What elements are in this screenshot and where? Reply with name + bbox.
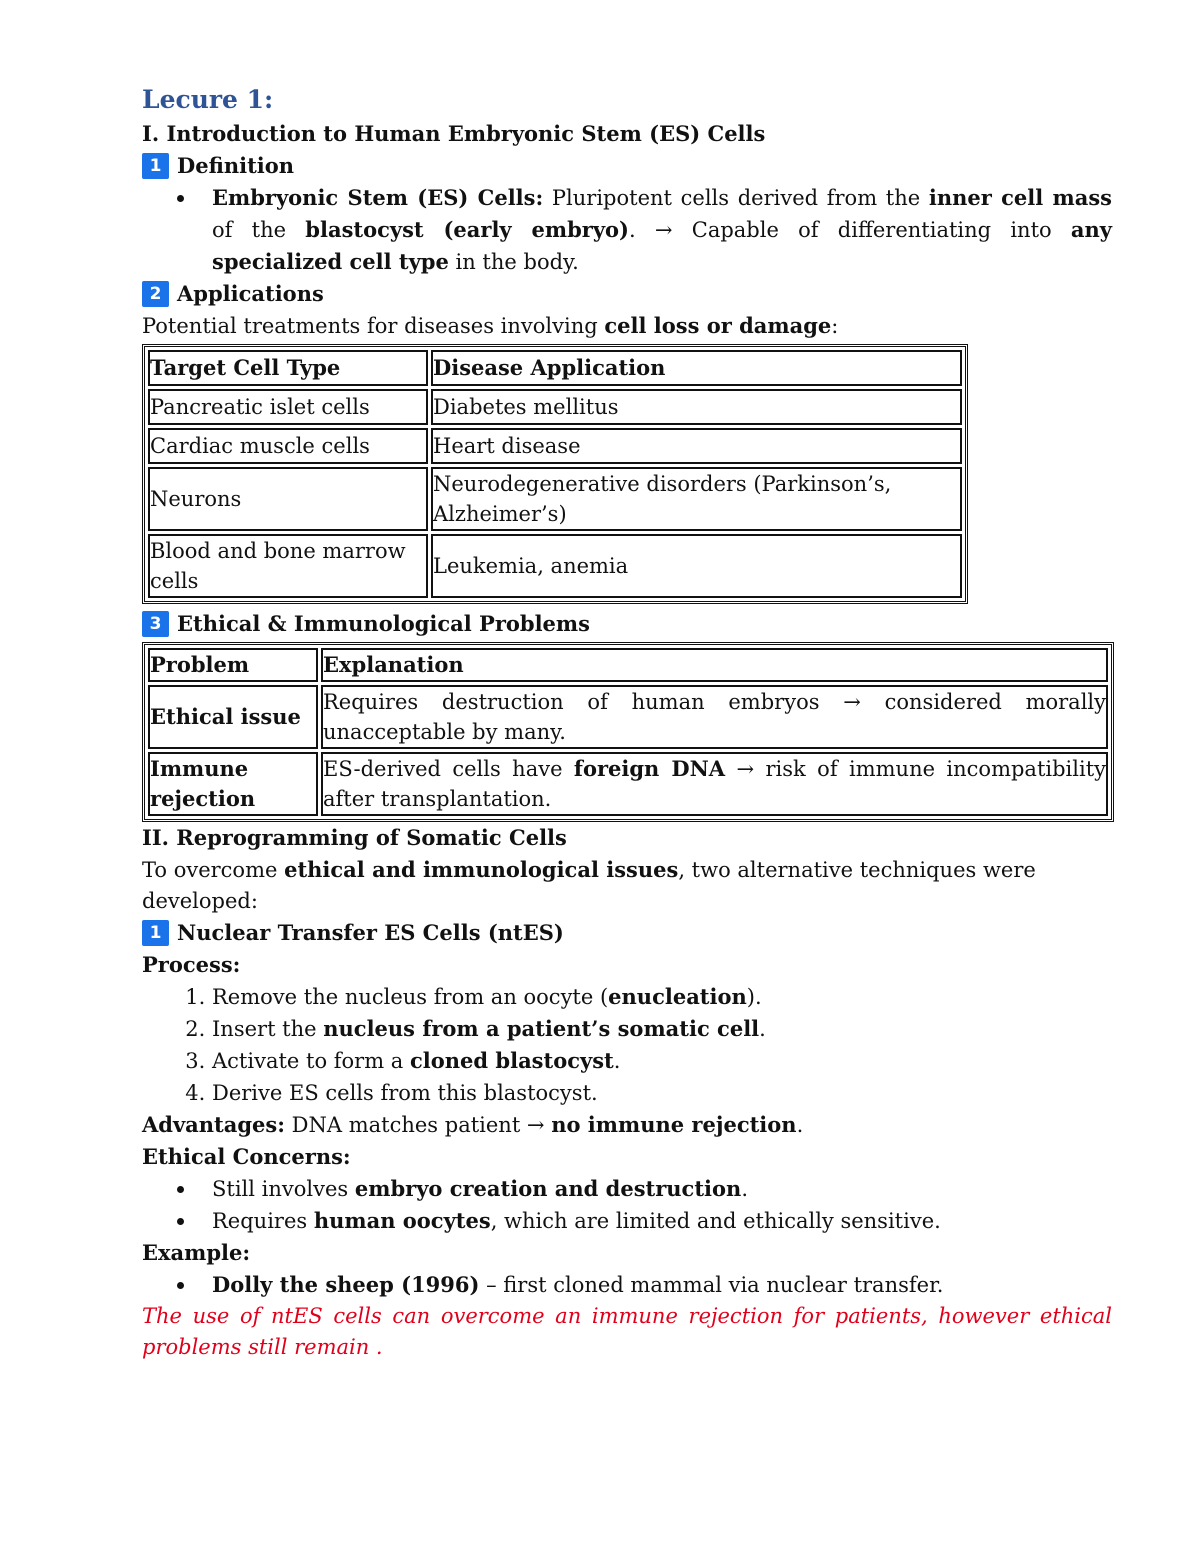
table-header-cell xyxy=(148,648,318,682)
table-header-row xyxy=(148,350,962,386)
table-cell: Pancreatic islet cells xyxy=(148,389,428,425)
number-1-badge-icon: 1 xyxy=(142,920,169,946)
table-cell: Leukemia, anemia xyxy=(431,534,962,598)
step-text: . xyxy=(613,1049,621,1073)
table-row xyxy=(148,389,962,425)
table-row xyxy=(148,428,962,464)
definition-text: of the xyxy=(212,218,306,242)
conclusion-note: The use of ntES cells can overcome an immune rejection for patients, however ethical problems still remain . xyxy=(142,1304,1112,1359)
specialized-cell-bold: any specialized cell type xyxy=(212,217,1112,274)
blastocyst-bold: blastocyst (early embryo) xyxy=(305,217,629,242)
list-item xyxy=(212,981,1112,1013)
example-bold: Dolly the sheep (1996) xyxy=(212,1272,480,1297)
example-label-text: Example: xyxy=(142,1240,251,1265)
ntes-heading-text: Nuclear Transfer ES Cells (ntES) xyxy=(177,920,564,945)
section2-intro-bold: ethical and immunological issues xyxy=(284,857,679,882)
step-text: Insert the xyxy=(212,1017,324,1041)
process-steps-list xyxy=(142,981,1112,1109)
applications-table xyxy=(142,344,968,604)
list-item xyxy=(212,1045,1112,1077)
advantages-line xyxy=(142,1109,1112,1141)
problem-immune-rejection: Immune rejection xyxy=(150,756,256,811)
section2-intro-text: To overcome xyxy=(142,858,285,882)
step-text: Remove the nucleus from an oocyte ( xyxy=(212,985,609,1009)
number-1-badge-icon: 1 xyxy=(142,153,169,179)
process-label-text: Process: xyxy=(142,952,241,977)
number-3-badge-icon: 3 xyxy=(142,611,169,637)
table-cell: Heart disease xyxy=(431,428,962,464)
es-cells-term: Embryonic Stem (ES) Cells: xyxy=(212,185,544,210)
table-header-cell xyxy=(431,350,962,386)
step-text: Activate to form a xyxy=(212,1049,411,1073)
step-bold: cloned blastocyst xyxy=(410,1048,614,1073)
table-row xyxy=(148,534,962,598)
problems-heading xyxy=(142,608,1112,640)
concerns-label-text: Ethical Concerns: xyxy=(142,1144,351,1169)
definition-text: in the body. xyxy=(448,250,579,274)
advantages-label: Advantages: xyxy=(142,1112,285,1137)
header-problem: Problem xyxy=(150,652,250,677)
concern-text: Still involves xyxy=(212,1177,355,1201)
table-cell: Neurodegenerative disorders (Parkinson’s, Alzheimer’s) xyxy=(431,467,962,531)
list-item xyxy=(212,1173,1112,1205)
definition-text: Pluripotent cells derived from the xyxy=(543,186,929,210)
concern-bold: embryo creation and destruction xyxy=(354,1176,742,1201)
header-target-cell-type: Target Cell Type xyxy=(150,355,341,380)
foreign-dna-bold: foreign DNA xyxy=(573,756,726,781)
table-cell: Cardiac muscle cells xyxy=(148,428,428,464)
table-header-row xyxy=(148,648,1108,682)
concern-text: Requires xyxy=(212,1209,314,1233)
step-text: ). xyxy=(746,985,762,1009)
advantages-bold: no immune rejection xyxy=(551,1112,797,1137)
table-cell: Blood and bone marrow cells xyxy=(148,534,428,598)
document-page xyxy=(142,84,1112,1363)
applications-intro xyxy=(142,310,1112,342)
section1-heading: I. Introduction to Human Embryonic Stem (ES) Cells xyxy=(142,121,766,146)
concerns-label xyxy=(142,1141,1112,1173)
inner-cell-mass-bold: inner cell mass xyxy=(928,185,1112,210)
step-text: Derive ES cells from this blastocyst. xyxy=(212,1081,598,1105)
applications-intro-text: Potential treatments for diseases involving xyxy=(142,314,605,338)
list-item xyxy=(212,1077,1112,1109)
definition-list xyxy=(142,182,1112,278)
table-cell xyxy=(148,752,318,816)
table-cell: Requires destruction of human embryos → considered morally unacceptable by many. xyxy=(321,685,1108,749)
table-row xyxy=(148,685,1108,749)
lecture-title: Lecure 1: xyxy=(142,85,274,114)
table-cell: Neurons xyxy=(148,467,428,531)
header-disease-application: Disease Application xyxy=(433,355,666,380)
applications-intro-bold: cell loss or damage xyxy=(604,313,832,338)
section2-intro xyxy=(142,854,1112,917)
definition-item xyxy=(212,182,1112,278)
applications-heading-text: Applications xyxy=(177,281,324,306)
table-row xyxy=(148,467,962,531)
step-bold: enucleation xyxy=(608,984,747,1009)
problems-heading-text: Ethical & Immunological Problems xyxy=(177,611,590,636)
table-row xyxy=(148,752,1108,816)
example-label xyxy=(142,1237,1112,1269)
concern-bold: human oocytes xyxy=(313,1208,491,1233)
explanation-text: ES-derived cells have xyxy=(323,757,574,781)
table-cell xyxy=(321,752,1108,816)
table-cell xyxy=(148,685,318,749)
list-item xyxy=(212,1205,1112,1237)
definition-heading xyxy=(142,150,1112,182)
table-cell: Diabetes mellitus xyxy=(431,389,962,425)
explanation-text: → risk of immune incompatibility after transplantation. xyxy=(323,757,1107,811)
concerns-list xyxy=(142,1173,1112,1237)
process-label xyxy=(142,949,1112,981)
advantages-end: . xyxy=(796,1113,804,1137)
table-header-cell xyxy=(148,350,428,386)
problem-ethical-issue: Ethical issue xyxy=(150,704,301,729)
concern-text: . xyxy=(741,1177,748,1201)
applications-intro-end: : xyxy=(831,314,839,338)
header-explanation: Explanation xyxy=(323,652,464,677)
list-item xyxy=(212,1013,1112,1045)
problems-table xyxy=(142,642,1114,822)
table-header-cell xyxy=(321,648,1108,682)
example-list xyxy=(142,1269,1112,1301)
number-2-badge-icon: 2 xyxy=(142,281,169,307)
definition-heading-text: Definition xyxy=(177,153,295,178)
applications-heading xyxy=(142,278,1112,310)
ntes-heading xyxy=(142,917,1112,949)
advantages-text: DNA matches patient → xyxy=(284,1113,552,1137)
section2-intro-text: , two alternative techniques were developed: xyxy=(142,858,1036,913)
step-bold: nucleus from a patient’s somatic cell xyxy=(323,1016,760,1041)
section2-heading: II. Reprogramming of Somatic Cells xyxy=(142,825,567,850)
list-item xyxy=(212,1269,1112,1301)
step-text: . xyxy=(759,1017,766,1041)
concern-text: , which are limited and ethically sensitive. xyxy=(490,1209,941,1233)
definition-text: . → Capable of differentiating into xyxy=(629,218,1071,242)
example-text: – first cloned mammal via nuclear transfer. xyxy=(479,1273,944,1297)
